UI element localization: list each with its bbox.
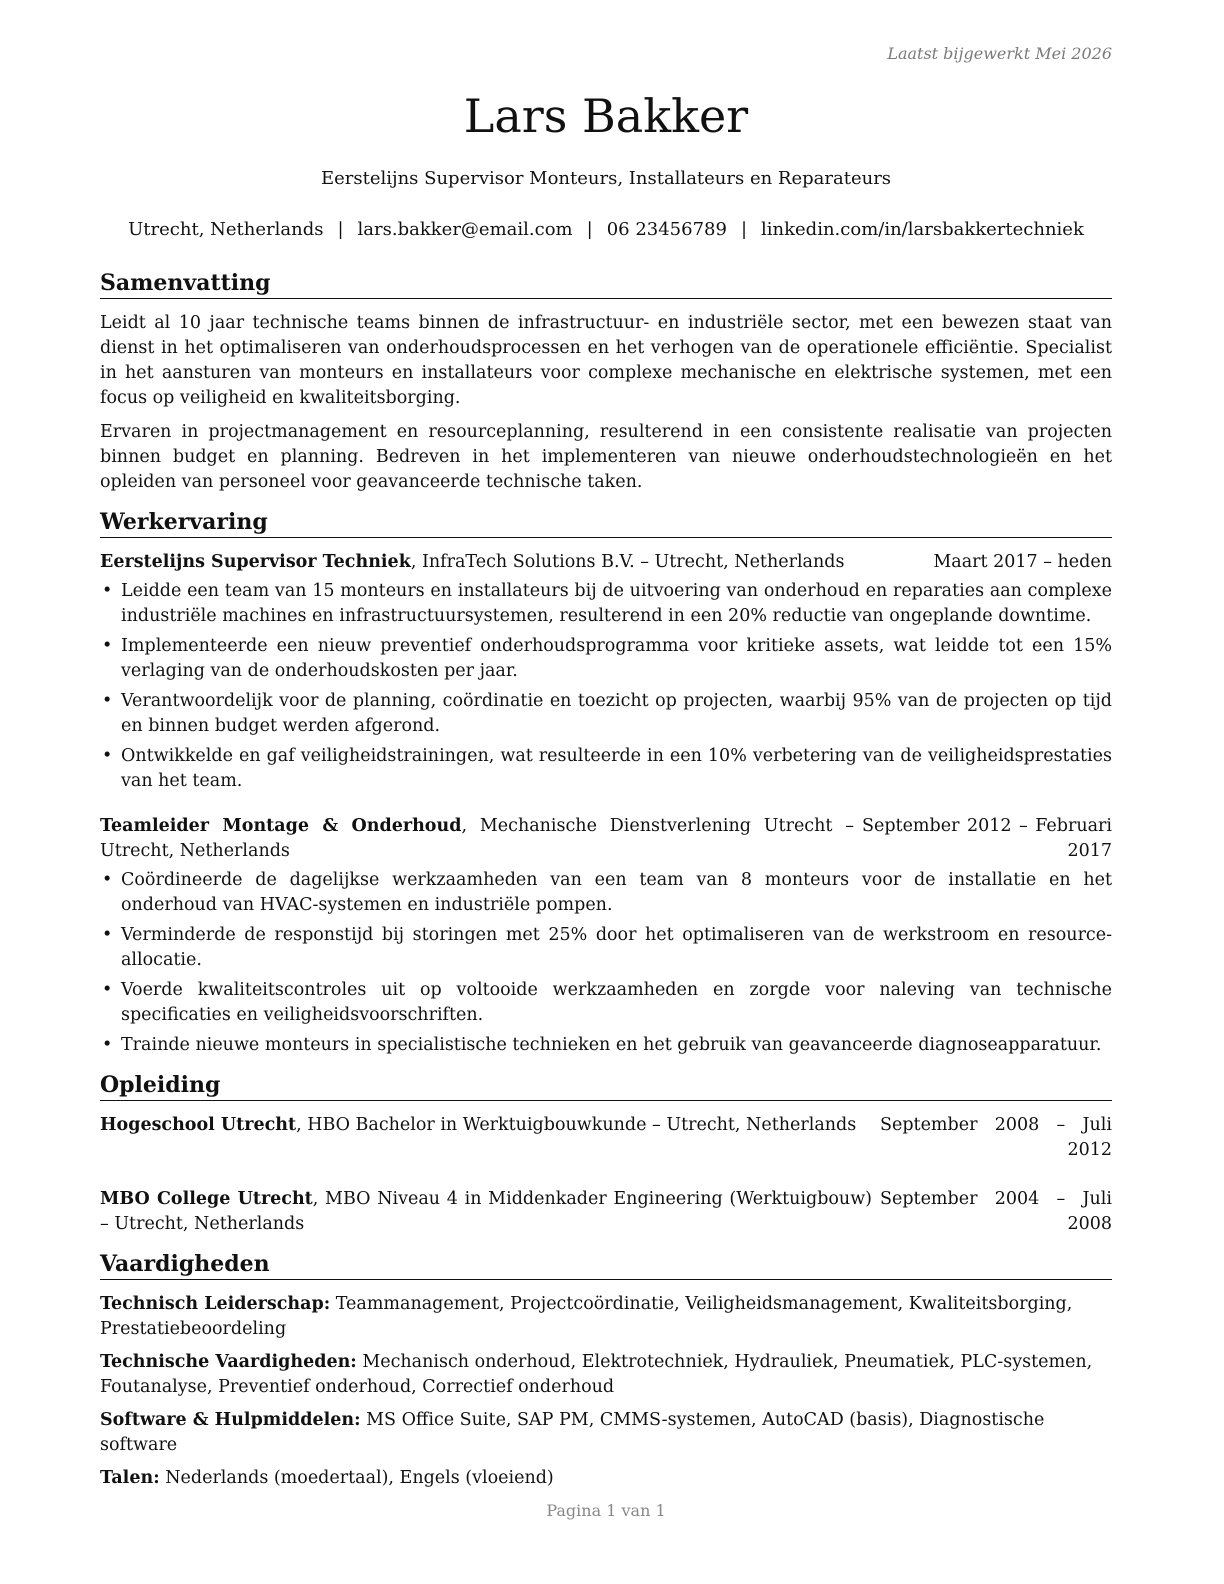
job-bullets	[100, 579, 1112, 794]
skill-label: Software & Hulpmiddelen:	[100, 1410, 361, 1430]
education-school: Hogeschool Utrecht	[100, 1115, 297, 1135]
skill-label: Technische Vaardigheden:	[100, 1352, 357, 1372]
section-heading-experience: Werkervaring	[100, 509, 1112, 538]
education-line	[100, 1113, 872, 1138]
job-bullet: • Verminderde de responstijd bij storingen met 25% door het optimaliseren van de werkstroom en resource-allocatie.	[100, 923, 1112, 973]
job-header	[100, 814, 1112, 864]
job-bullet: • Leidde een team van 15 monteurs en installateurs bij de uitvoering van onderhoud en reparaties aan complexe industriële machines en infrastructuursystemen, resulterend in een 20% reductie van ongeplande downtime.	[100, 579, 1112, 629]
job-company: , InfraTech Solutions B.V. – Utrecht, Netherlands	[410, 552, 845, 572]
skill-row	[100, 1408, 1112, 1458]
section-heading-education: Opleiding	[100, 1072, 1112, 1101]
contact-separator: |	[337, 219, 344, 240]
job-company: , Mechanische Dienstverlening Utrecht – Utrecht, Netherlands	[100, 816, 855, 861]
job-bullet: • Ontwikkelde en gaf veiligheidstrainingen, wat resulteerde in een 10% verbetering van de veiligheidsprestaties van het team.	[100, 744, 1112, 794]
skills-section	[100, 1251, 1112, 1491]
candidate-title: Eerstelijns Supervisor Monteurs, Installateurs en Reparateurs	[320, 168, 892, 189]
job-dates: Maart 2017 – heden	[933, 552, 1112, 572]
job-bullet: • Verantwoordelijk voor de planning, coördinatie en toezicht op projecten, waarbij 95% van de projecten op tijd en binnen budget werden afgerond.	[100, 689, 1112, 739]
job-bullet: • Voerde kwaliteitscontroles uit op voltooide werkzaamheden en zorgde voor naleving van technische specificaties en veiligheidsvoorschriften.	[100, 978, 1112, 1028]
resume-content	[100, 270, 1112, 1505]
skill-value: Mechanisch onderhoud, Elektrotechniek, Hydrauliek, Pneumatiek, PLC-systemen, Foutanalyse, Preventief onderhoud, Correctief onderhoud	[100, 1352, 1093, 1397]
summary-section	[100, 270, 1112, 495]
skill-value: Teammanagement, Projectcoördinatie, Veiligheidsmanagement, Kwaliteitsborging, Prestatiebeoordeling	[100, 1294, 1073, 1339]
skill-value: MS Office Suite, SAP PM, CMMS-systemen, AutoCAD (basis), Diagnostische software	[100, 1410, 1045, 1455]
job-role: Teamleider Montage & Onderhoud	[100, 816, 462, 836]
job-entry	[100, 814, 1112, 1058]
education-detail: , MBO Niveau 4 in Middenkader Engineering (Werktuigbouw) – Utrecht, Netherlands	[100, 1189, 873, 1234]
education-line	[100, 1187, 872, 1237]
job-bullet: • Implementeerde een nieuw preventief onderhoudsprogramma voor kritieke assets, wat leidde tot een 15% verlaging van de onderhoudskosten per jaar.	[100, 634, 1112, 684]
last-updated: Laatst bijgewerkt Mei 2026	[887, 44, 1112, 63]
skill-row	[100, 1292, 1112, 1342]
contact-separator: |	[586, 219, 593, 240]
education-entry	[100, 1187, 1112, 1237]
candidate-name: Lars Bakker	[463, 89, 749, 143]
education-school: MBO College Utrecht	[100, 1189, 313, 1209]
education-entry	[100, 1113, 1112, 1163]
job-title-line	[100, 814, 854, 864]
job-dates: September 2012 – Februari 2017	[862, 816, 1112, 861]
skill-value: Nederlands (moedertaal), Engels (vloeiend)	[159, 1468, 554, 1488]
skill-label: Talen:	[100, 1468, 160, 1488]
job-role: Eerstelijns Supervisor Techniek	[100, 552, 411, 572]
job-bullet: • Coördineerde de dagelijkse werkzaamheden van een team van 8 monteurs voor de installatie en het onderhoud van HVAC-systemen en industriële pompen.	[100, 868, 1112, 918]
contact-location: Utrecht, Netherlands	[128, 219, 324, 240]
summary-paragraph: Leidt al 10 jaar technische teams binnen de infrastructuur- en industriële sector, met een bewezen staat van dienst in het optimaliseren van onderhoudsprocessen en het verhogen van de operationele efficiëntie. Specialist in het aansturen van monteurs en installateurs voor complexe mechanische en elektrische systemen, met een focus op veiligheid en kwaliteitsborging.	[100, 313, 1112, 408]
job-entry	[100, 550, 1112, 794]
page-number: Pagina 1 van 1	[546, 1501, 666, 1520]
contact-line	[100, 219, 1112, 240]
section-heading-skills: Vaardigheden	[100, 1251, 1112, 1280]
job-header	[100, 550, 1112, 575]
skill-label: Technisch Leiderschap:	[100, 1294, 331, 1314]
experience-section	[100, 509, 1112, 1058]
education-section	[100, 1072, 1112, 1237]
summary-paragraph: Ervaren in projectmanagement en resourceplanning, resulterend in een consistente realisatie van projecten binnen budget en planning. Bedreven in het implementeren van nieuwe onderhoudstechnologieën en het opleiden van personeel voor geavanceerde technische taken.	[100, 422, 1112, 492]
contact-separator: |	[740, 219, 748, 240]
job-title-line	[100, 550, 925, 575]
contact-linkedin[interactable]: linkedin.com/in/larsbakkertechniek	[761, 219, 1084, 240]
section-heading-summary: Samenvatting	[100, 270, 1112, 299]
job-bullets	[100, 868, 1112, 1058]
job-bullet: • Trainde nieuwe monteurs in specialistische technieken en het gebruik van geavanceerde diagnoseapparatuur.	[100, 1033, 1112, 1058]
skill-row	[100, 1466, 1112, 1491]
education-detail: , HBO Bachelor in Werktuigbouwkunde – Utrecht, Netherlands	[296, 1115, 857, 1135]
contact-phone: 06 23456789	[606, 219, 727, 240]
contact-email[interactable]: lars.bakker@email.com	[357, 219, 573, 240]
education-dates: September 2004 – Juli 2008	[880, 1189, 1112, 1234]
skill-row	[100, 1350, 1112, 1400]
education-dates: September 2008 – Juli 2012	[880, 1115, 1112, 1160]
